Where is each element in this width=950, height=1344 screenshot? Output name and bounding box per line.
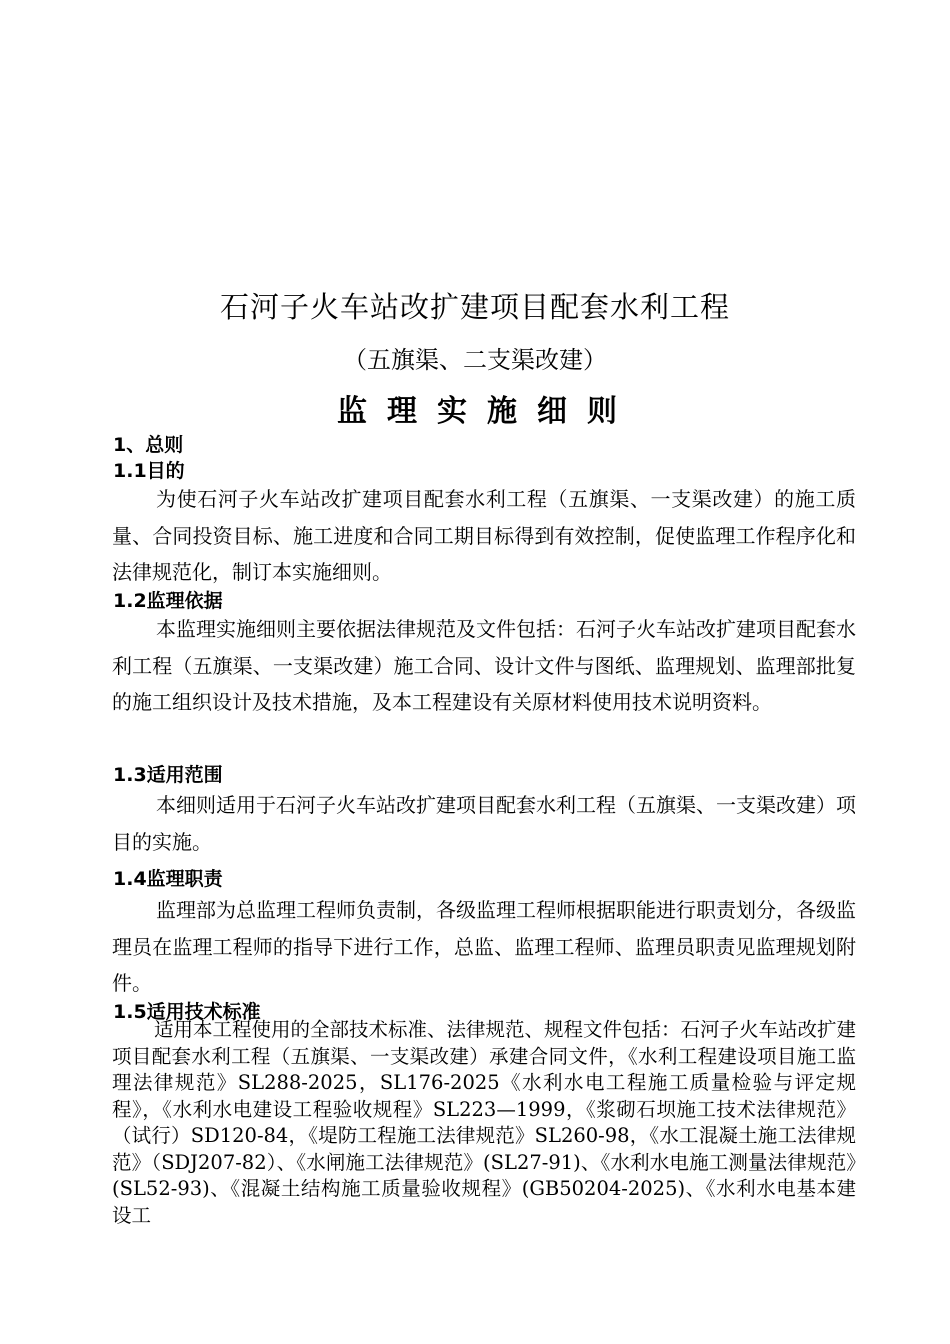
document-title: 石河子火车站改扩建项目配套水利工程 [219, 290, 730, 324]
section-duties-heading: 1.4监理职责 [113, 868, 223, 890]
section-scope-heading: 1.3适用范围 [113, 764, 223, 786]
section-duties-text: 监理部为总监理工程师负责制，各级监理工程师根据职能进行职责划分，各级监理员在监理工程师的指导下进行工作，总监、监理工程师、监理员职责见监理规划附件。 [112, 898, 856, 995]
section-purpose-text: 为使石河子火车站改扩建项目配套水利工程（五旗渠、一支渠改建）的施工质量、合同投资目标、施工进度和合同工期目标得到有效控制，促使监理工作程序化和法律规范化，制订本实施细则。 [112, 487, 856, 584]
section-basis-heading: 1.2监理依据 [113, 590, 223, 612]
section-general-heading: 1、总则 [113, 434, 184, 456]
section-standards-heading: 1.5适用技术标准 [113, 1001, 261, 1023]
section-purpose-heading: 1.1目的 [113, 460, 185, 482]
section-basis-text: 本监理实施细则主要依据法律规范及文件包括：石河子火车站改扩建项目配套水利工程（五旗渠、一支渠改建）施工合同、设计文件与图纸、监理规划、监理部批复的施工组织设计及技术措施，及本工程建设有关原材料使用技术说明资料。 [112, 617, 856, 714]
document-subtitle: （五旗渠、二支渠改建） [343, 346, 607, 374]
section-standards-text: 适用本工程使用的全部技术标准、法律规范、规程文件包括：石河子火车站改扩建项目配套水利工程（五旗渠、一支渠改建）承建合同文件，《水利工程建设项目施工监理法律规范》SL288-2025，SL176-2025《水利水电工程施工质量检验与评定规程》，《水利水电建设工程验收规程》SL223—1999，《浆砌石坝施工技术法律规范》（试行）SD120-84，《堤防工程施工法律规范》SL260-98，《水工混凝土施工法律规范》（SDJ207-82）、《水闸施工法律规范》(SL27-91)、《水利水电施工测量法律规范》(SL52-93)、《混凝土结构施工质量验收规程》(GB50204-2025)、《水利水电基本建设工 [112, 1018, 857, 1227]
section-scope-text: 本细则适用于石河子火车站改扩建项目配套水利工程（五旗渠、一支渠改建）项目的实施。 [112, 793, 856, 854]
document-heading: 监理实施细则 [337, 394, 637, 429]
